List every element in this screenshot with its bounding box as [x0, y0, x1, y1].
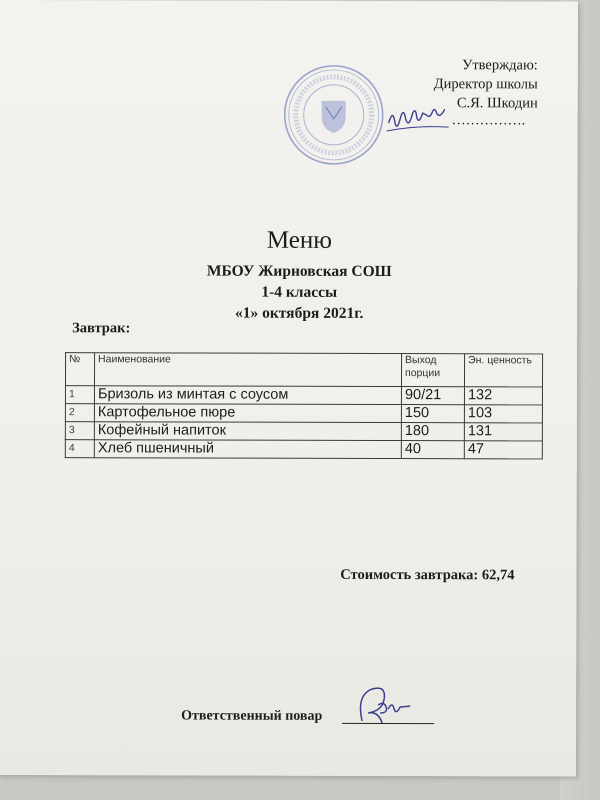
col-header-output: Выход порции: [401, 354, 464, 387]
row-number: 4: [65, 440, 94, 458]
dish-output: 90/21: [401, 387, 464, 405]
table-header-row: [65, 353, 542, 387]
dish-energy: 132: [464, 387, 542, 405]
cook-signature: [348, 681, 418, 729]
signature-dots: …………….: [451, 113, 526, 129]
cook-label: Ответственный повар: [181, 708, 323, 724]
school-stamp: [282, 63, 386, 167]
row-number: 3: [65, 422, 94, 440]
menu-table: [65, 352, 543, 459]
dish-name: Кофейный напиток: [94, 422, 401, 441]
dish-energy: 131: [464, 423, 542, 441]
school-name: МБОУ Жирновская СОШ: [206, 262, 392, 281]
dish-energy: 103: [464, 405, 542, 423]
breakfast-cost: Стоимость завтрака: 62,74: [340, 566, 515, 584]
table-row: [65, 386, 542, 405]
row-number: 1: [65, 386, 94, 404]
dish-energy: 47: [464, 441, 542, 459]
dish-output: 150: [401, 405, 464, 423]
table-row: [65, 422, 542, 441]
director-name: С.Я. Шкодин: [456, 95, 538, 112]
page-title: Меню: [266, 226, 332, 254]
approval-label: Утверждаю:: [462, 57, 538, 74]
director-signature: [385, 101, 455, 141]
table-row: [65, 404, 542, 423]
dish-name: Картофельное пюре: [94, 404, 401, 423]
col-header-energy: Эн. ценность: [464, 354, 542, 387]
col-header-name: Наименование: [94, 353, 401, 387]
table-row: [65, 440, 542, 459]
dish-name: Бризоль из минтая с соусом: [94, 386, 401, 405]
director-title: Директор школы: [433, 76, 538, 93]
dish-name: Хлеб пшеничный: [94, 440, 401, 459]
row-number: 2: [65, 404, 94, 422]
meal-label: Завтрак:: [72, 320, 131, 337]
grades: 1-4 классы: [261, 283, 338, 301]
subtitle-block: [0, 260, 599, 325]
dish-output: 180: [401, 423, 464, 441]
col-header-number: №: [65, 353, 94, 386]
menu-date: «1» октября 2021г.: [234, 304, 364, 322]
dish-output: 40: [401, 441, 464, 459]
